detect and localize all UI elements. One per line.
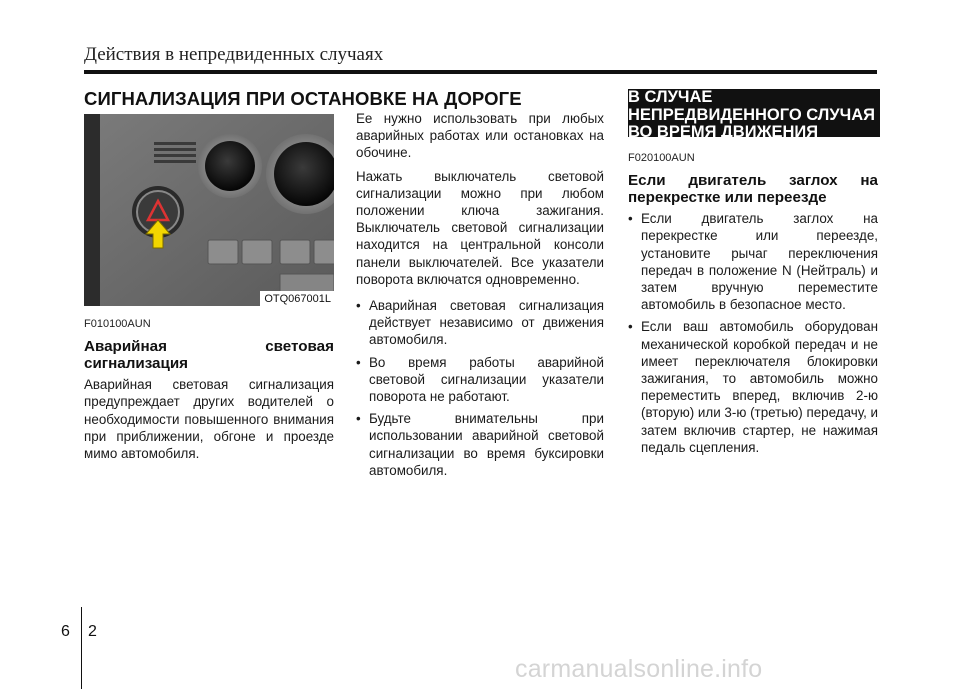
bullet-list [356, 297, 604, 479]
list-item-text: Будьте внимательны при использовании аварийной световой сигнализации во время буксировки автомобиля. [369, 411, 604, 478]
subsection-title: Аварийная световая сигнализация [84, 338, 334, 373]
section-title-emergency [628, 88, 880, 141]
bullet-icon: • [356, 298, 361, 314]
page-number-divider [81, 607, 82, 689]
body-paragraph: Аварийная световая сигнализация предупреждает других водителей о необходимости повышенного внимания при приближении, обгоне и проезде мимо автомобиля. [84, 377, 334, 462]
list-item [628, 210, 878, 313]
list-item [628, 318, 878, 456]
list-item [356, 354, 604, 406]
section-code: F010100AUN [84, 318, 151, 330]
hazard-switch-photo [84, 114, 334, 306]
bullet-list [628, 210, 878, 456]
bullet-icon: • [356, 354, 361, 370]
body-paragraph: Нажать выключатель световой сигнализации можно при любом положении ключа зажигания. Выключатель световой сигнализации находится на центральной консоли панели выключателей. Все указатели поворота включатся одновременно. [356, 168, 604, 287]
page-number: 2 [88, 623, 97, 640]
bullet-icon: • [628, 319, 633, 335]
list-item [356, 410, 604, 479]
list-item-text: Если двигатель заглох на перекрестке или переезде, установите рычаг переключения передач в положение N (Нейтраль) и затем вручную переместите автомобиль в безопасное место. [641, 211, 878, 313]
bullet-icon: • [356, 411, 361, 427]
list-item-text: Аварийная световая сигнализация действует независимо от движения автомобиля. [369, 298, 604, 348]
list-item [356, 297, 604, 349]
left-column [84, 316, 334, 468]
photo-label: OTQ067001L [260, 291, 334, 306]
section-code: F020100AUN [628, 152, 695, 164]
watermark: carmanualsonline.info [515, 655, 763, 683]
body-paragraph: Ее нужно использовать при любых аварийных работах или остановках на обочине. [356, 111, 604, 161]
page-section-number: 6 [61, 623, 70, 640]
hazard-switch-illustration [84, 114, 334, 306]
middle-column [356, 110, 604, 484]
bullet-icon: • [628, 211, 633, 227]
section-title-emergency-text: В СЛУЧАЕ НЕПРЕДВИДЕННОГО СЛУЧАЯ ВО ВРЕМЯ ДВИЖЕНИЯ [628, 88, 876, 141]
page-header-title: Действия в непредвиденных случаях [84, 44, 384, 65]
subsection-title: Если двигатель заглох на перекрестке или переезде [628, 172, 878, 207]
right-column [628, 150, 878, 461]
header-rule [84, 70, 877, 74]
list-item-text: Если ваш автомобиль оборудован механической коробкой передач и не имеет переключателя блокировки зажигания, то автомобиль можно переместить вперед, включив 2-ю (вторую) или 3-ю (третью) передачу, и затем включив стартер, не нажимая педаль сцепления. [641, 319, 878, 455]
list-item-text: Во время работы аварийной световой сигнализации указатели поворота не работают. [369, 354, 604, 405]
section-title-hazard: СИГНАЛИЗАЦИЯ ПРИ ОСТАНОВКЕ НА ДОРОГЕ [84, 88, 522, 109]
